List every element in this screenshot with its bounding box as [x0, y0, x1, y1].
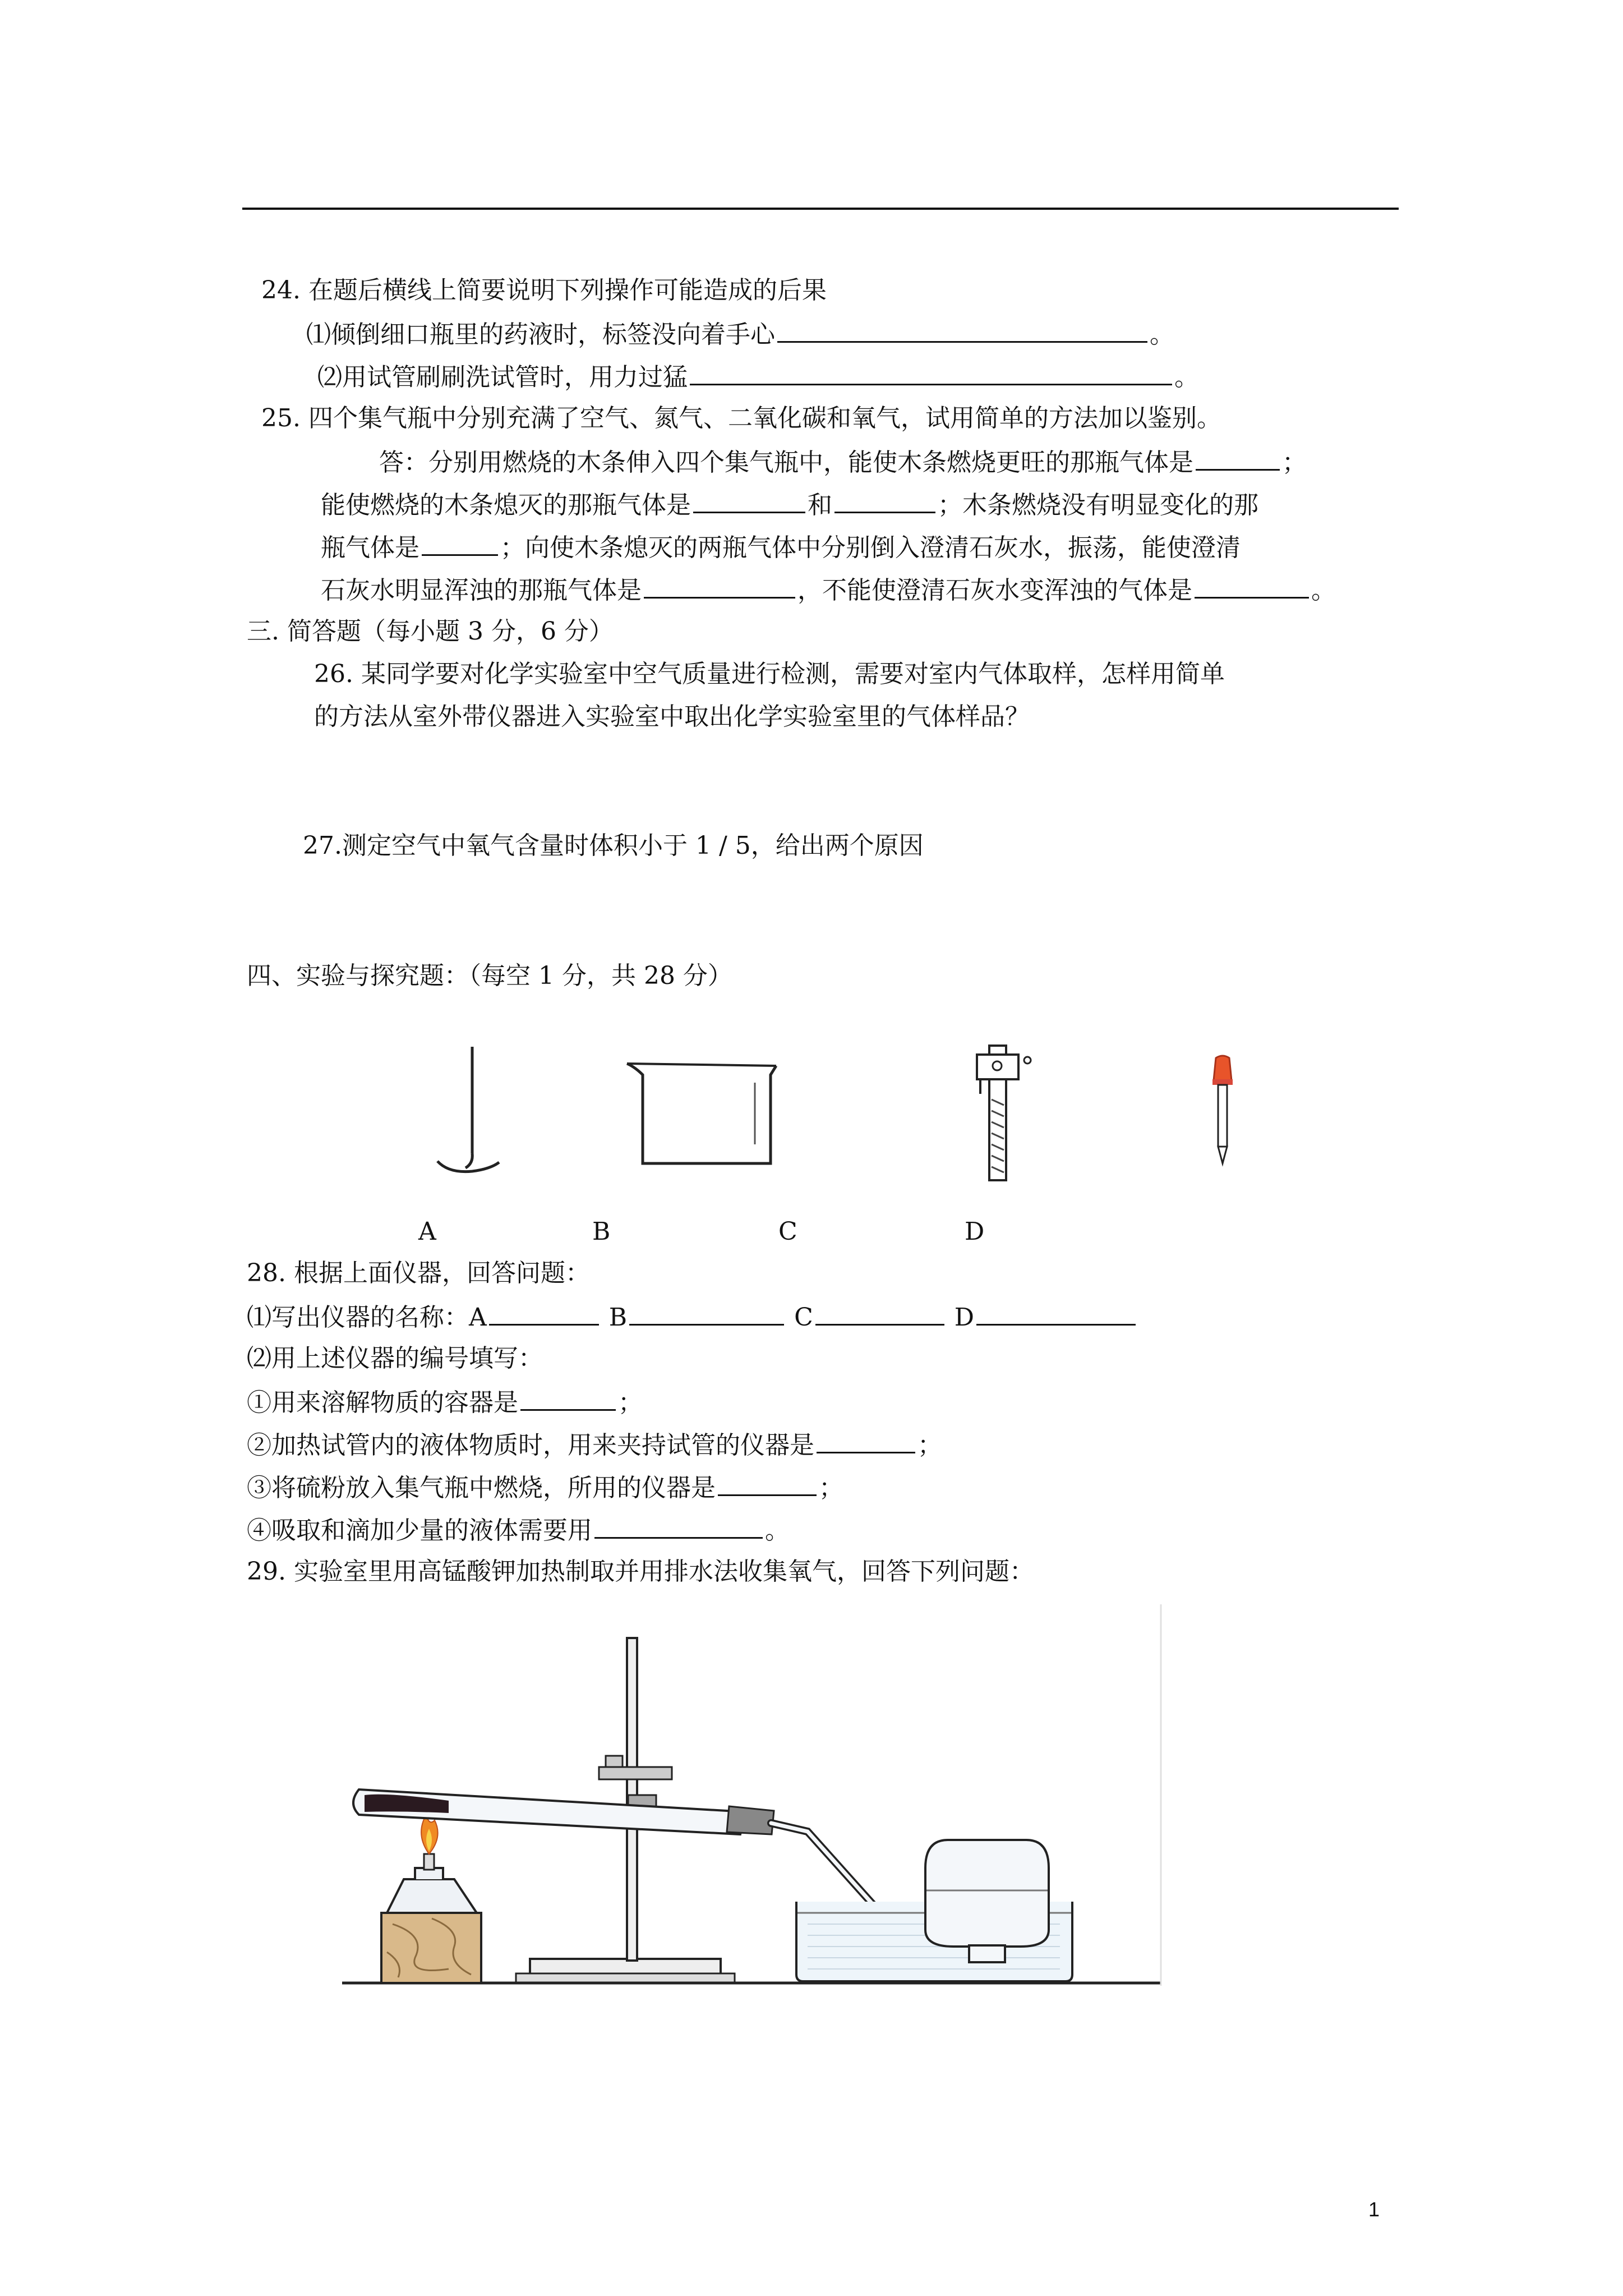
q24-item2-text: ⑵用试管刷刷洗试管时，用力过猛: [317, 363, 688, 392]
q25-line1: [379, 444, 1307, 480]
q25-blank-extinguish2[interactable]: [834, 487, 935, 513]
q25-line2a: 能使燃烧的木条熄灭的那瓶气体是: [321, 491, 691, 519]
q25-line1-end: ；: [1282, 448, 1307, 477]
q28-blank-c[interactable]: [815, 1299, 944, 1326]
q29-title: 29. 实验室里用高锰酸钾加热制取并用排水法收集氧气，回答下列问题：: [247, 1557, 1034, 1586]
q28-part1: [247, 1299, 1138, 1335]
q25-blank-co2[interactable]: [644, 572, 795, 599]
q28-blank-d[interactable]: [976, 1299, 1136, 1326]
instrument-c-test-tube-holder: [969, 1043, 1036, 1184]
q25-line4a: 石灰水明显浑浊的那瓶气体是: [321, 576, 642, 605]
q28-blank-s4[interactable]: [594, 1512, 763, 1539]
q25-blank-extinguish1[interactable]: [693, 487, 805, 513]
q25-line2b: 和: [808, 491, 832, 519]
q24-item1-text: ⑴倾倒细口瓶里的药液时，标签没向着手心: [306, 320, 775, 349]
q28-sub2: [247, 1427, 942, 1462]
q25-line3b: ；向使木条熄灭的两瓶气体中分别倒入澄清石灰水，振荡，能使澄清: [500, 533, 1241, 562]
page-number: 1: [1368, 2198, 1380, 2221]
header-rule: [242, 208, 1399, 210]
q25-line2c: ；木条燃烧没有明显变化的那: [938, 491, 1258, 519]
label-c: C: [778, 1217, 797, 1246]
q28-sub1-end: ；: [618, 1388, 643, 1417]
instrument-d-dropper: [1206, 1055, 1239, 1167]
q28-blank-s3[interactable]: [718, 1470, 817, 1496]
q26-line2: 的方法从室外带仪器进入实验室中取出化学实验室里的气体样品？: [314, 702, 1030, 731]
q28-sub3-text: ③将硫粉放入集气瓶中燃烧，所用的仪器是: [247, 1474, 716, 1502]
section-4-heading: 四、实验与探究题：（每空 1 分，共 28 分）: [247, 961, 732, 990]
label-a: A: [418, 1217, 436, 1246]
q25-line4: [321, 572, 1336, 608]
q28-part1-d: D: [954, 1303, 975, 1332]
q28-blank-s1[interactable]: [520, 1384, 616, 1411]
q24-item1: [306, 316, 1174, 352]
q28-blank-s2[interactable]: [817, 1427, 915, 1453]
q25-line2: [321, 487, 1258, 522]
section-3-heading: 三. 简答题（每小题 3 分，6 分）: [247, 617, 614, 646]
instrument-a-combustion-spoon: [432, 1043, 510, 1178]
q25-title: 25. 四个集气瓶中分别充满了空气、氮气、二氧化碳和氧气，试用简单的方法加以鉴别。: [261, 404, 1221, 432]
q28-part1-a: ⑴写出仪器的名称：A: [247, 1303, 487, 1332]
q28-blank-a[interactable]: [489, 1299, 599, 1326]
q28-blank-b[interactable]: [629, 1299, 784, 1326]
instrument-b-beaker: [623, 1060, 780, 1167]
q28-sub3-end: ；: [819, 1474, 843, 1502]
q26-line1: 26. 某同学要对化学实验室中空气质量进行检测，需要对室内气体取样，怎样用简单: [314, 660, 1225, 688]
q28-sub2-end: ；: [917, 1431, 942, 1460]
q25-line1-text: 答：分别用燃烧的木条伸入四个集气瓶中，能使木条燃烧更旺的那瓶气体是: [379, 448, 1193, 477]
q24-title: 24. 在题后横线上简要说明下列操作可能造成的后果: [261, 276, 827, 305]
q25-blank-air[interactable]: [422, 530, 498, 556]
q24-item2-end: 。: [1174, 363, 1199, 392]
q25-line3: [321, 530, 1241, 565]
q27-text: 27.测定空气中氧气含量时体积小于 1 / 5，给出两个原因: [303, 831, 924, 860]
label-b: B: [592, 1217, 611, 1246]
q25-line4b: ，不能使澄清石灰水变浑浊的气体是: [797, 576, 1192, 605]
q24-blank1[interactable]: [777, 316, 1147, 343]
q28-part1-b: B: [608, 1303, 628, 1332]
oxygen-collection-apparatus-diagram: [314, 1599, 1183, 2003]
q25-line3a: 瓶气体是: [321, 533, 419, 562]
q24-item2: [317, 359, 1199, 394]
q28-sub2-text: ②加热试管内的液体物质时，用来夹持试管的仪器是: [247, 1431, 814, 1460]
q24-item1-end: 。: [1150, 320, 1174, 349]
q28-sub3: [247, 1470, 843, 1505]
q28-sub4-text: ④吸取和滴加少量的液体需要用: [247, 1516, 592, 1545]
q28-sub4: [247, 1512, 790, 1548]
q25-blank-n2[interactable]: [1195, 572, 1309, 599]
q28-sub1: [247, 1384, 643, 1420]
q28-title: 28. 根据上面仪器，回答问题：: [247, 1259, 590, 1287]
label-d: D: [965, 1217, 985, 1246]
q28-sub1-text: ①用来溶解物质的容器是: [247, 1388, 518, 1417]
q28-part2: ⑵用上述仪器的编号填写：: [247, 1344, 543, 1373]
q24-blank2[interactable]: [690, 359, 1172, 385]
q28-sub4-end: 。: [765, 1516, 790, 1545]
q25-blank-oxygen[interactable]: [1196, 444, 1280, 471]
q25-line4-end: 。: [1311, 576, 1336, 605]
q28-part1-c: C: [794, 1303, 813, 1332]
